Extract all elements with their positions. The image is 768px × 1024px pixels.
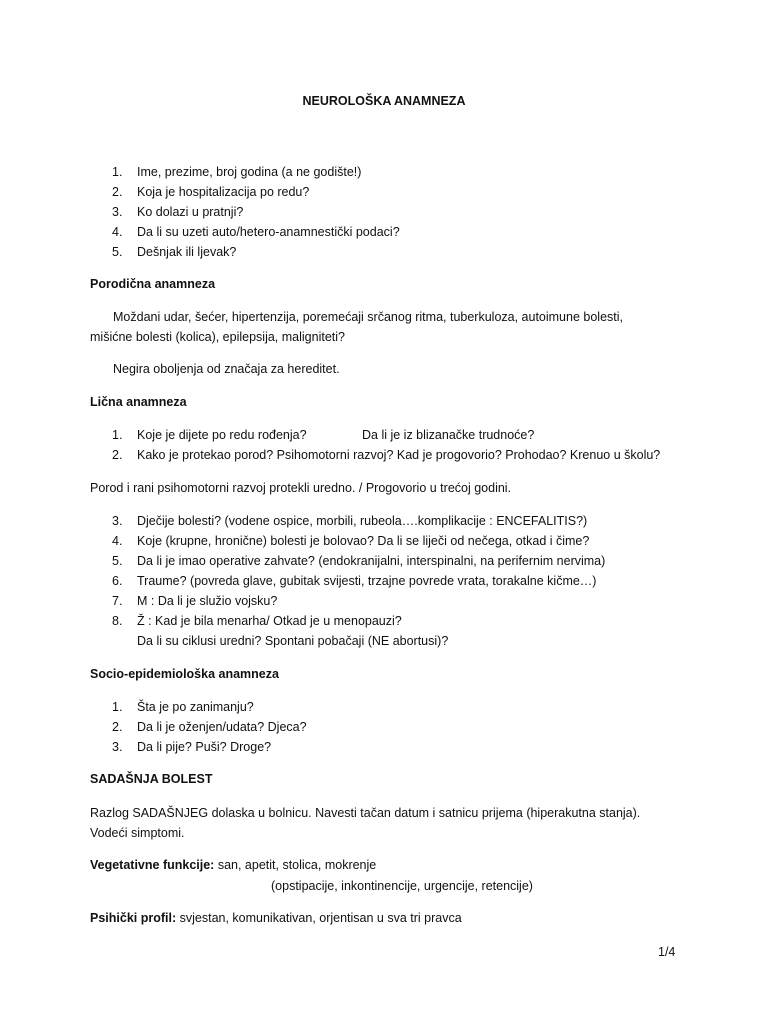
list-number: 3. bbox=[112, 205, 123, 219]
socio-history-heading: Socio-epidemiološka anamneza bbox=[90, 667, 279, 681]
document-title: NEUROLOŠKA ANAMNEZA bbox=[302, 94, 466, 108]
list-text: Dešnjak ili ljevak? bbox=[137, 245, 237, 259]
list-number: 6. bbox=[112, 574, 123, 588]
list-text: Šta je po zanimanju? bbox=[137, 700, 254, 714]
family-history-text-line2: mišićne bolesti (kolica), epilepsija, maligniteti? bbox=[90, 330, 345, 344]
list-text: Koja je hospitalizacija po redu? bbox=[137, 185, 310, 199]
list-number: 8. bbox=[112, 614, 123, 628]
psychic-profile bbox=[90, 911, 462, 925]
page-number: 1/4 bbox=[658, 945, 676, 959]
list-text: Da li je oženjen/udata? Djeca? bbox=[137, 720, 307, 734]
list-number: 1. bbox=[112, 165, 123, 179]
list-text: Ko dolazi u pratnji? bbox=[137, 205, 244, 219]
psychic-text: svjestan, komunikativan, orjentisan u sva tri pravca bbox=[176, 911, 462, 925]
list-text: M : Da li je služio vojsku? bbox=[137, 594, 278, 608]
vegetative-text: san, apetit, stolica, mokrenje bbox=[214, 858, 377, 872]
vegetative-functions-details: (opstipacije, inkontinencije, urgencije, retencije) bbox=[271, 879, 533, 893]
list-number: 4. bbox=[112, 534, 123, 548]
list-text: Kako je protekao porod? Psihomotorni razvoj? Kad je progovorio? Prohodao? Krenuo u školu? bbox=[137, 448, 661, 462]
list-number: 3. bbox=[112, 740, 123, 754]
list-number: 1. bbox=[112, 700, 123, 714]
list-text: Da li je imao operative zahvate? (endokranijalni, interspinalni, na perifernim nervima) bbox=[137, 554, 606, 568]
family-history-heading: Porodična anamneza bbox=[90, 277, 216, 291]
list-text: Da li pije? Puši? Droge? bbox=[137, 740, 272, 754]
list-number: 7. bbox=[112, 594, 123, 608]
vegetative-label: Vegetativne funkcije: bbox=[90, 858, 215, 872]
list-text: Dječije bolesti? (vodene ospice, morbili, rubeola….komplikacije : ENCEFALITIS?) bbox=[137, 514, 588, 528]
list-number: 2. bbox=[112, 448, 123, 462]
list-text: Traume? (povreda glave, gubitak svijesti, trzajne povrede vrata, torakalne kičme…) bbox=[137, 574, 597, 588]
list-text: Da li su ciklusi uredni? Spontani pobačaji (NE abortusi)? bbox=[137, 634, 449, 648]
list-text: Koje (krupne, hronične) bolesti je bolovao? Da li se liječi od nečega, otkad i čime? bbox=[137, 534, 590, 548]
list-number: 2. bbox=[112, 720, 123, 734]
list-text: Ime, prezime, broj godina (a ne godište!) bbox=[137, 165, 362, 179]
personal-history-summary: Porod i rani psihomotorni razvoj protekli uredno. / Progovorio u trećoj godini. bbox=[90, 481, 512, 495]
list-text-secondary: Da li je iz blizanačke trudnoće? bbox=[362, 428, 535, 442]
list-number: 1. bbox=[112, 428, 123, 442]
list-number: 5. bbox=[112, 554, 123, 568]
psychic-label: Psihički profil: bbox=[90, 911, 177, 925]
list-number: 2. bbox=[112, 185, 123, 199]
list-number: 3. bbox=[112, 514, 123, 528]
family-history-text-line1: Moždani udar, šećer, hipertenzija, poremećaji srčanog ritma, tuberkuloza, autoimune bolesti, bbox=[113, 310, 623, 324]
list-text: Da li su uzeti auto/hetero-anamnestički podaci? bbox=[137, 225, 400, 239]
list-number: 4. bbox=[112, 225, 123, 239]
family-history-note: Negira oboljenja od značaja za hereditet. bbox=[113, 362, 340, 376]
list-text: Koje je dijete po redu rođenja? bbox=[137, 428, 307, 442]
current-illness-text-line1: Razlog SADAŠNJEG dolaska u bolnicu. Navesti tačan datum i satnicu prijema (hiperakutna stanja). bbox=[90, 806, 641, 820]
personal-history-heading: Lična anamneza bbox=[90, 395, 187, 409]
list-text: Ž : Kad je bila menarha/ Otkad je u menopauzi? bbox=[137, 614, 402, 628]
current-illness-heading: SADAŠNJA BOLEST bbox=[90, 772, 213, 786]
list-number: 5. bbox=[112, 245, 123, 259]
vegetative-functions bbox=[90, 858, 376, 872]
current-illness-text-line2: Vodeći simptomi. bbox=[90, 826, 185, 840]
